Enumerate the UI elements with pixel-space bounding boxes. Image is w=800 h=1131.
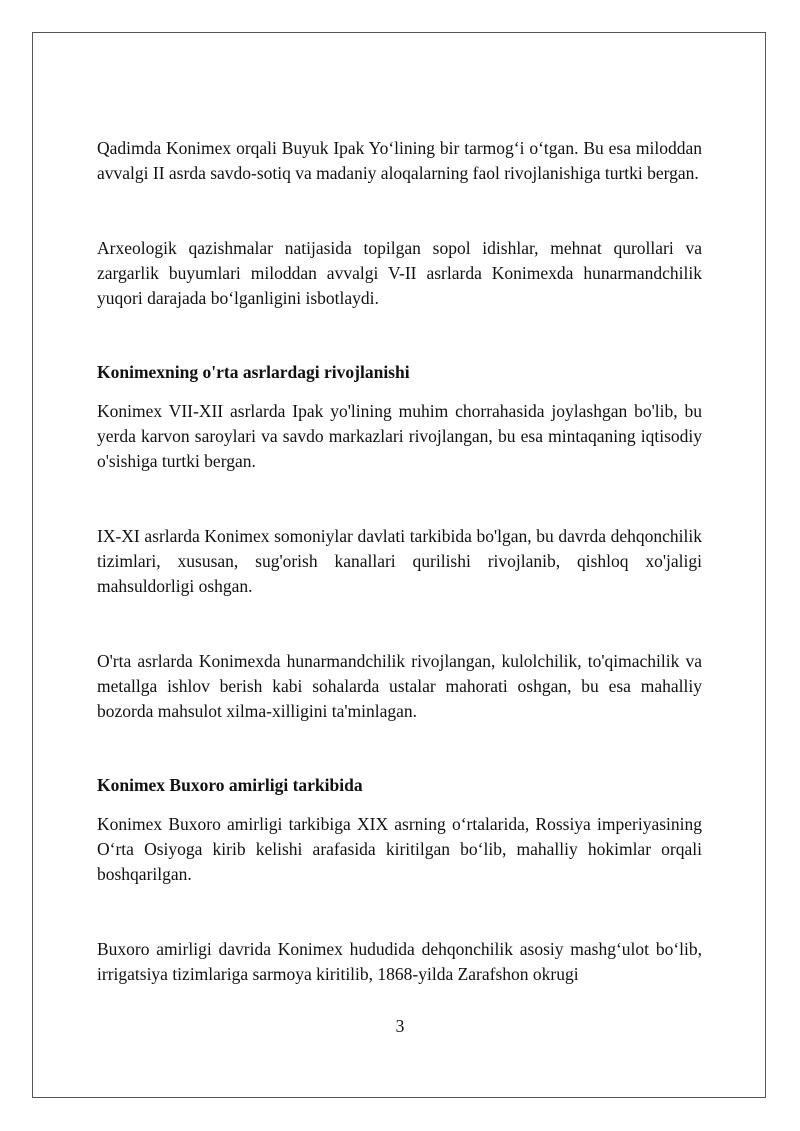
- paragraph-archaeology: Arxeologik qazishmalar natijasida topilgan sopol idishlar, mehnat qurollari va zargarlik buyumlari miloddan avvalgi V-II asrlarda Konimexda hunarmandchilik yuqori darajada bo‘lganligini isbotlaydi.: [97, 238, 702, 308]
- paragraph-caravan: Konimex VII-XII asrlarda Ipak yo'lining muhim chorrahasida joylashgan bo'lib, bu yerda karvon saroylari va savdo markazlari rivojlangan, bu esa mintaqaning iqtisodiy o'sishiga turtki bergan.: [97, 401, 702, 471]
- paragraph-emirate: Konimex Buxoro amirligi tarkibiga XIX asrning o‘rtalarida, Rossiya imperiyasining O‘rta Osiyoga kirib kelishi arafasida kiritilgan bo‘lib, mahalliy hokimlar orqali boshqarilgan.: [97, 814, 702, 884]
- section-heading-bukhara: Konimex Buxoro amirligi tarkibida: [97, 775, 363, 795]
- paragraph-agriculture: Buxoro amirligi davrida Konimex hududida dehqonchilik asosiy mashg‘ulot bo‘lib, irrigatsiya tizimlariga sarmoya kiritilib, 1868-yilda Zarafshon okrugi: [97, 939, 702, 984]
- section-heading-medieval: Konimexning o'rta asrlardagi rivojlanishi: [97, 362, 410, 382]
- document-body: [97, 136, 702, 987]
- paragraph-silk-road: Qadimda Konimex orqali Buyuk Ipak Yo‘lining bir tarmog‘i o‘tgan. Bu esa miloddan avvalgi II asrda savdo-sotiq va madaniy aloqalarning faol rivojlanishiga turtki bergan.: [97, 138, 702, 183]
- page-number: 3: [395, 1016, 405, 1036]
- paragraph-crafts: O'rta asrlarda Konimexda hunarmandchilik rivojlangan, kulolchilik, to'qimachilik va metallga ishlov berish kabi sohalarda ustalar mahorati oshgan, bu esa mahalliy bozorda mahsulot xilma-xilligini ta'minlagan.: [97, 651, 702, 721]
- paragraph-samanids: IX-XI asrlarda Konimex somoniylar davlati tarkibida bo'lgan, bu davrda dehqonchilik tizimlari, xususan, sug'orish kanallari qurilishi rivojlanib, qishloq xo'jaligi mahsuldorligi oshgan.: [97, 526, 702, 596]
